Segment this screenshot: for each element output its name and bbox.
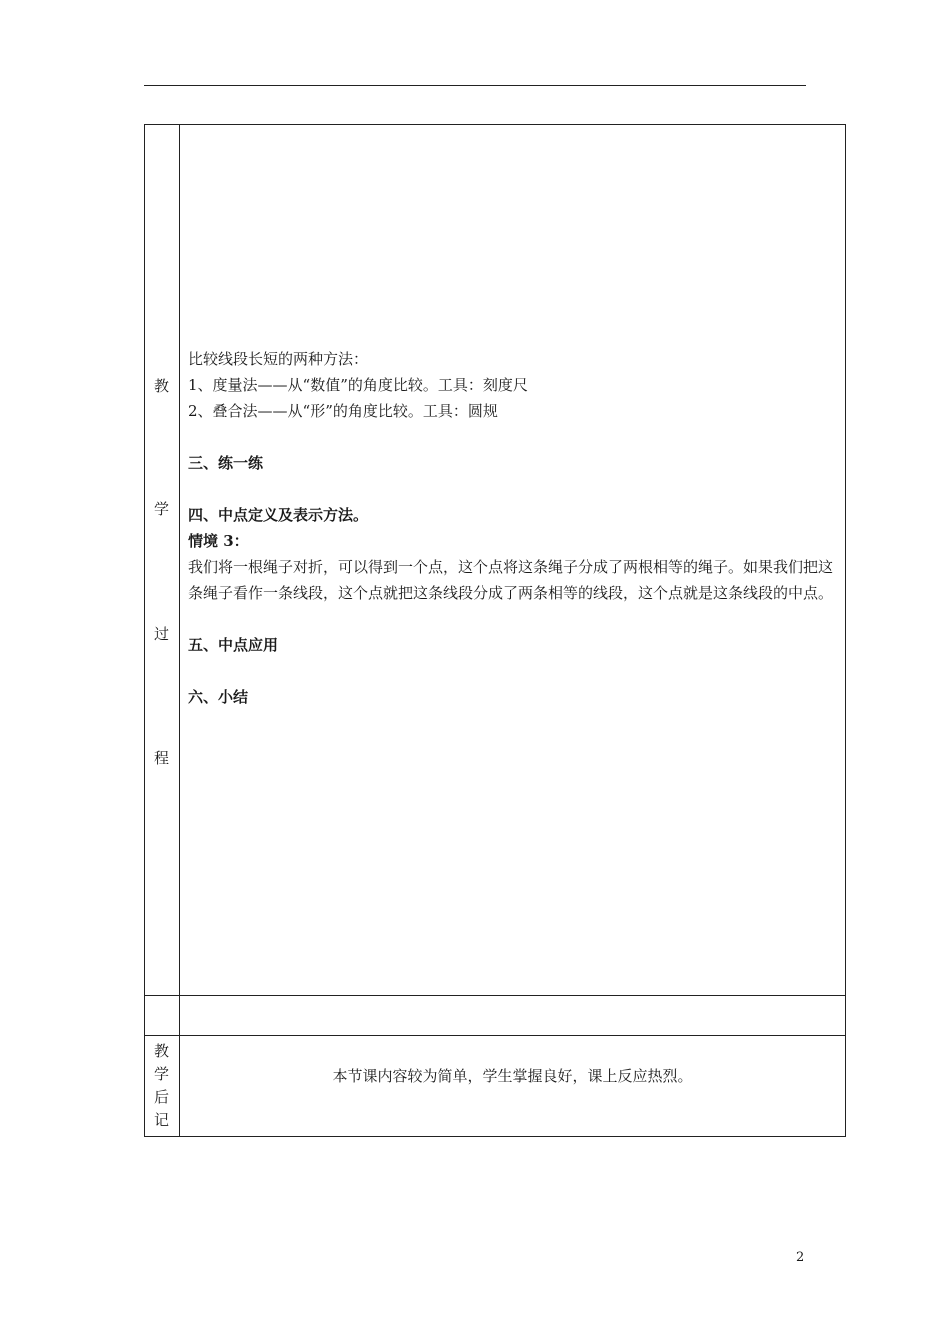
process-label-char-4: 程 <box>153 749 169 767</box>
content-line: 我们将一根绳子对折，可以得到一个点，这个点将这条绳子分成了两根相等的绳子。如果我们把这条绳子看作一条线段，这个点就把这条线段分成了两条相等的线段，这个点就是这条线段的中点。 <box>188 558 834 602</box>
reflection-label-char-1: 教 <box>153 1042 169 1060</box>
reflection-label-char-4: 记 <box>153 1111 169 1129</box>
blank-line <box>188 424 840 450</box>
section-heading: 三、练一练 <box>188 454 264 472</box>
reflection-label-char-2: 学 <box>153 1065 169 1083</box>
page-number: 2 <box>796 1250 805 1265</box>
content-line: 1、度量法——从“数值”的角度比较。工具：刻度尺 <box>188 376 528 394</box>
process-label-char-2: 学 <box>153 500 169 518</box>
reflection-text: 本节课内容较为简单，学生掌握良好，课上反应热烈。 <box>332 1067 693 1085</box>
table-column-divider <box>179 124 180 1137</box>
section-heading: 四、中点定义及表示方法。 <box>188 506 369 524</box>
reflection-label <box>144 1040 179 1132</box>
blank-line <box>188 606 840 632</box>
process-label-char-3: 过 <box>153 625 169 643</box>
section-heading: 情境 3： <box>188 532 249 550</box>
header-rule <box>144 85 806 86</box>
process-label-char-1: 教 <box>153 377 169 395</box>
content-line: 2、叠合法——从“形”的角度比较。工具：圆规 <box>188 402 498 420</box>
section-heading: 六、小结 <box>188 688 249 706</box>
blank-line <box>188 476 840 502</box>
process-content <box>188 346 840 710</box>
table-row-divider-1 <box>144 995 846 996</box>
table-right-border <box>845 124 846 1137</box>
table-top-border <box>144 124 846 125</box>
content-line: 比较线段长短的两种方法： <box>188 350 369 368</box>
blank-line <box>188 658 840 684</box>
table-bottom-border <box>144 1136 846 1137</box>
section-heading: 五、中点应用 <box>188 636 279 654</box>
table-row-divider-2 <box>144 1035 846 1036</box>
reflection-label-char-3: 后 <box>153 1088 169 1106</box>
